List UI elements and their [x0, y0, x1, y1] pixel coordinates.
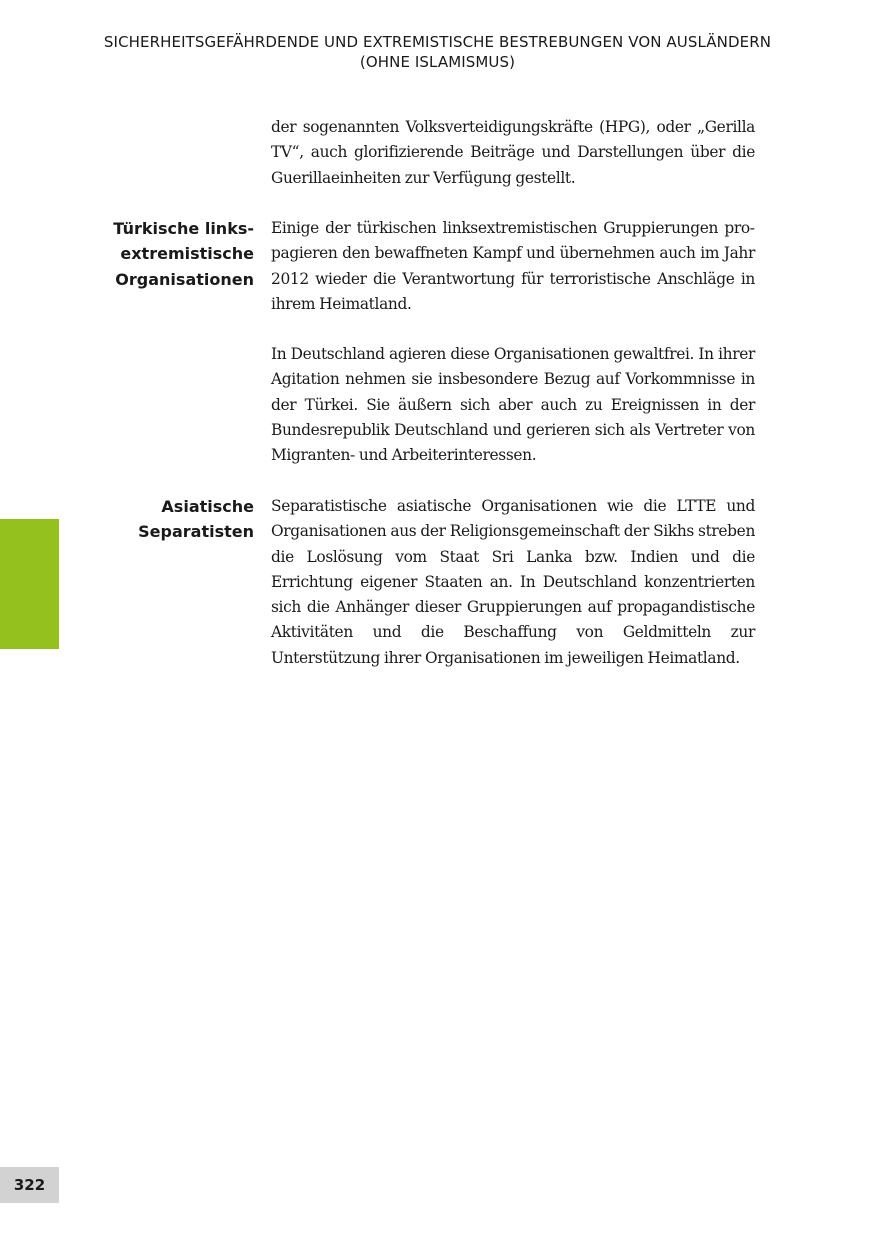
body-paragraph: Einige der türkischen linksextremistischen Gruppierungen propagieren den bewaffneten Kampf und übernehmen auch im Jahr 2012 wieder die Verantwortung für terroristische Anschläge in ihrem Heimatland.: [271, 219, 755, 313]
margin-heading-line: Organisationen: [115, 269, 254, 289]
margin-heading: [104, 494, 254, 545]
body-column: [271, 115, 755, 216]
margin-heading-line: Türkische links-: [113, 219, 254, 238]
running-header-line-1: SICHERHEITSGEFÄHRDENDE UND EXTREMISTISCHE BESTREBUNGEN VON AUSLÄNDERN: [103, 33, 772, 51]
body-paragraph: Separatistische asiatische Organisationen wie die LTTE und Organisationen aus der Religionsgemeinschaft der Sikhs streben die Loslösung vom Staat Sri Lanka bzw. Indien und die Errichtung eigener Staaten an. In Deutschland konzentrierten sich die Anhänger dieser Gruppierungen auf propagandistische Aktivitäten und die Beschaffung von Geldmitteln zur Unterstützung ihrer Organisationen im jeweiligen Heimatland.: [271, 497, 755, 667]
running-header: [60, 32, 815, 72]
margin-heading-line: extremistische: [120, 244, 254, 264]
margin-heading: [104, 216, 254, 292]
margin-heading-line: Asiatische: [161, 497, 254, 516]
body-column: [271, 216, 755, 494]
chapter-color-tab: [0, 519, 59, 649]
body-paragraph: der sogenannten Volksverteidigungskräfte (HPG), oder „Gerilla TV“, auch glorifizierende Beiträge und Darstellungen über die Guerillaeinheiten zur Verfügung gestellt.: [271, 118, 755, 187]
body-paragraph: In Deutschland agieren diese Organisationen gewaltfrei. In ihrer Agitation nehmen sie insbesondere Bezug auf Vorkommnisse in der Türkei. Sie äußern sich aber auch zu Ereignissen in der Bundesrepublik Deutschland und gerieren sich als Vertreter von Migranten- und Arbeiterinteressen.: [271, 345, 755, 465]
page-number: 322: [0, 1167, 59, 1203]
margin-heading-line: Separatisten: [138, 522, 254, 542]
body-column: [271, 494, 755, 696]
running-header-line-2: (OHNE ISLAMISMUS): [359, 53, 516, 71]
